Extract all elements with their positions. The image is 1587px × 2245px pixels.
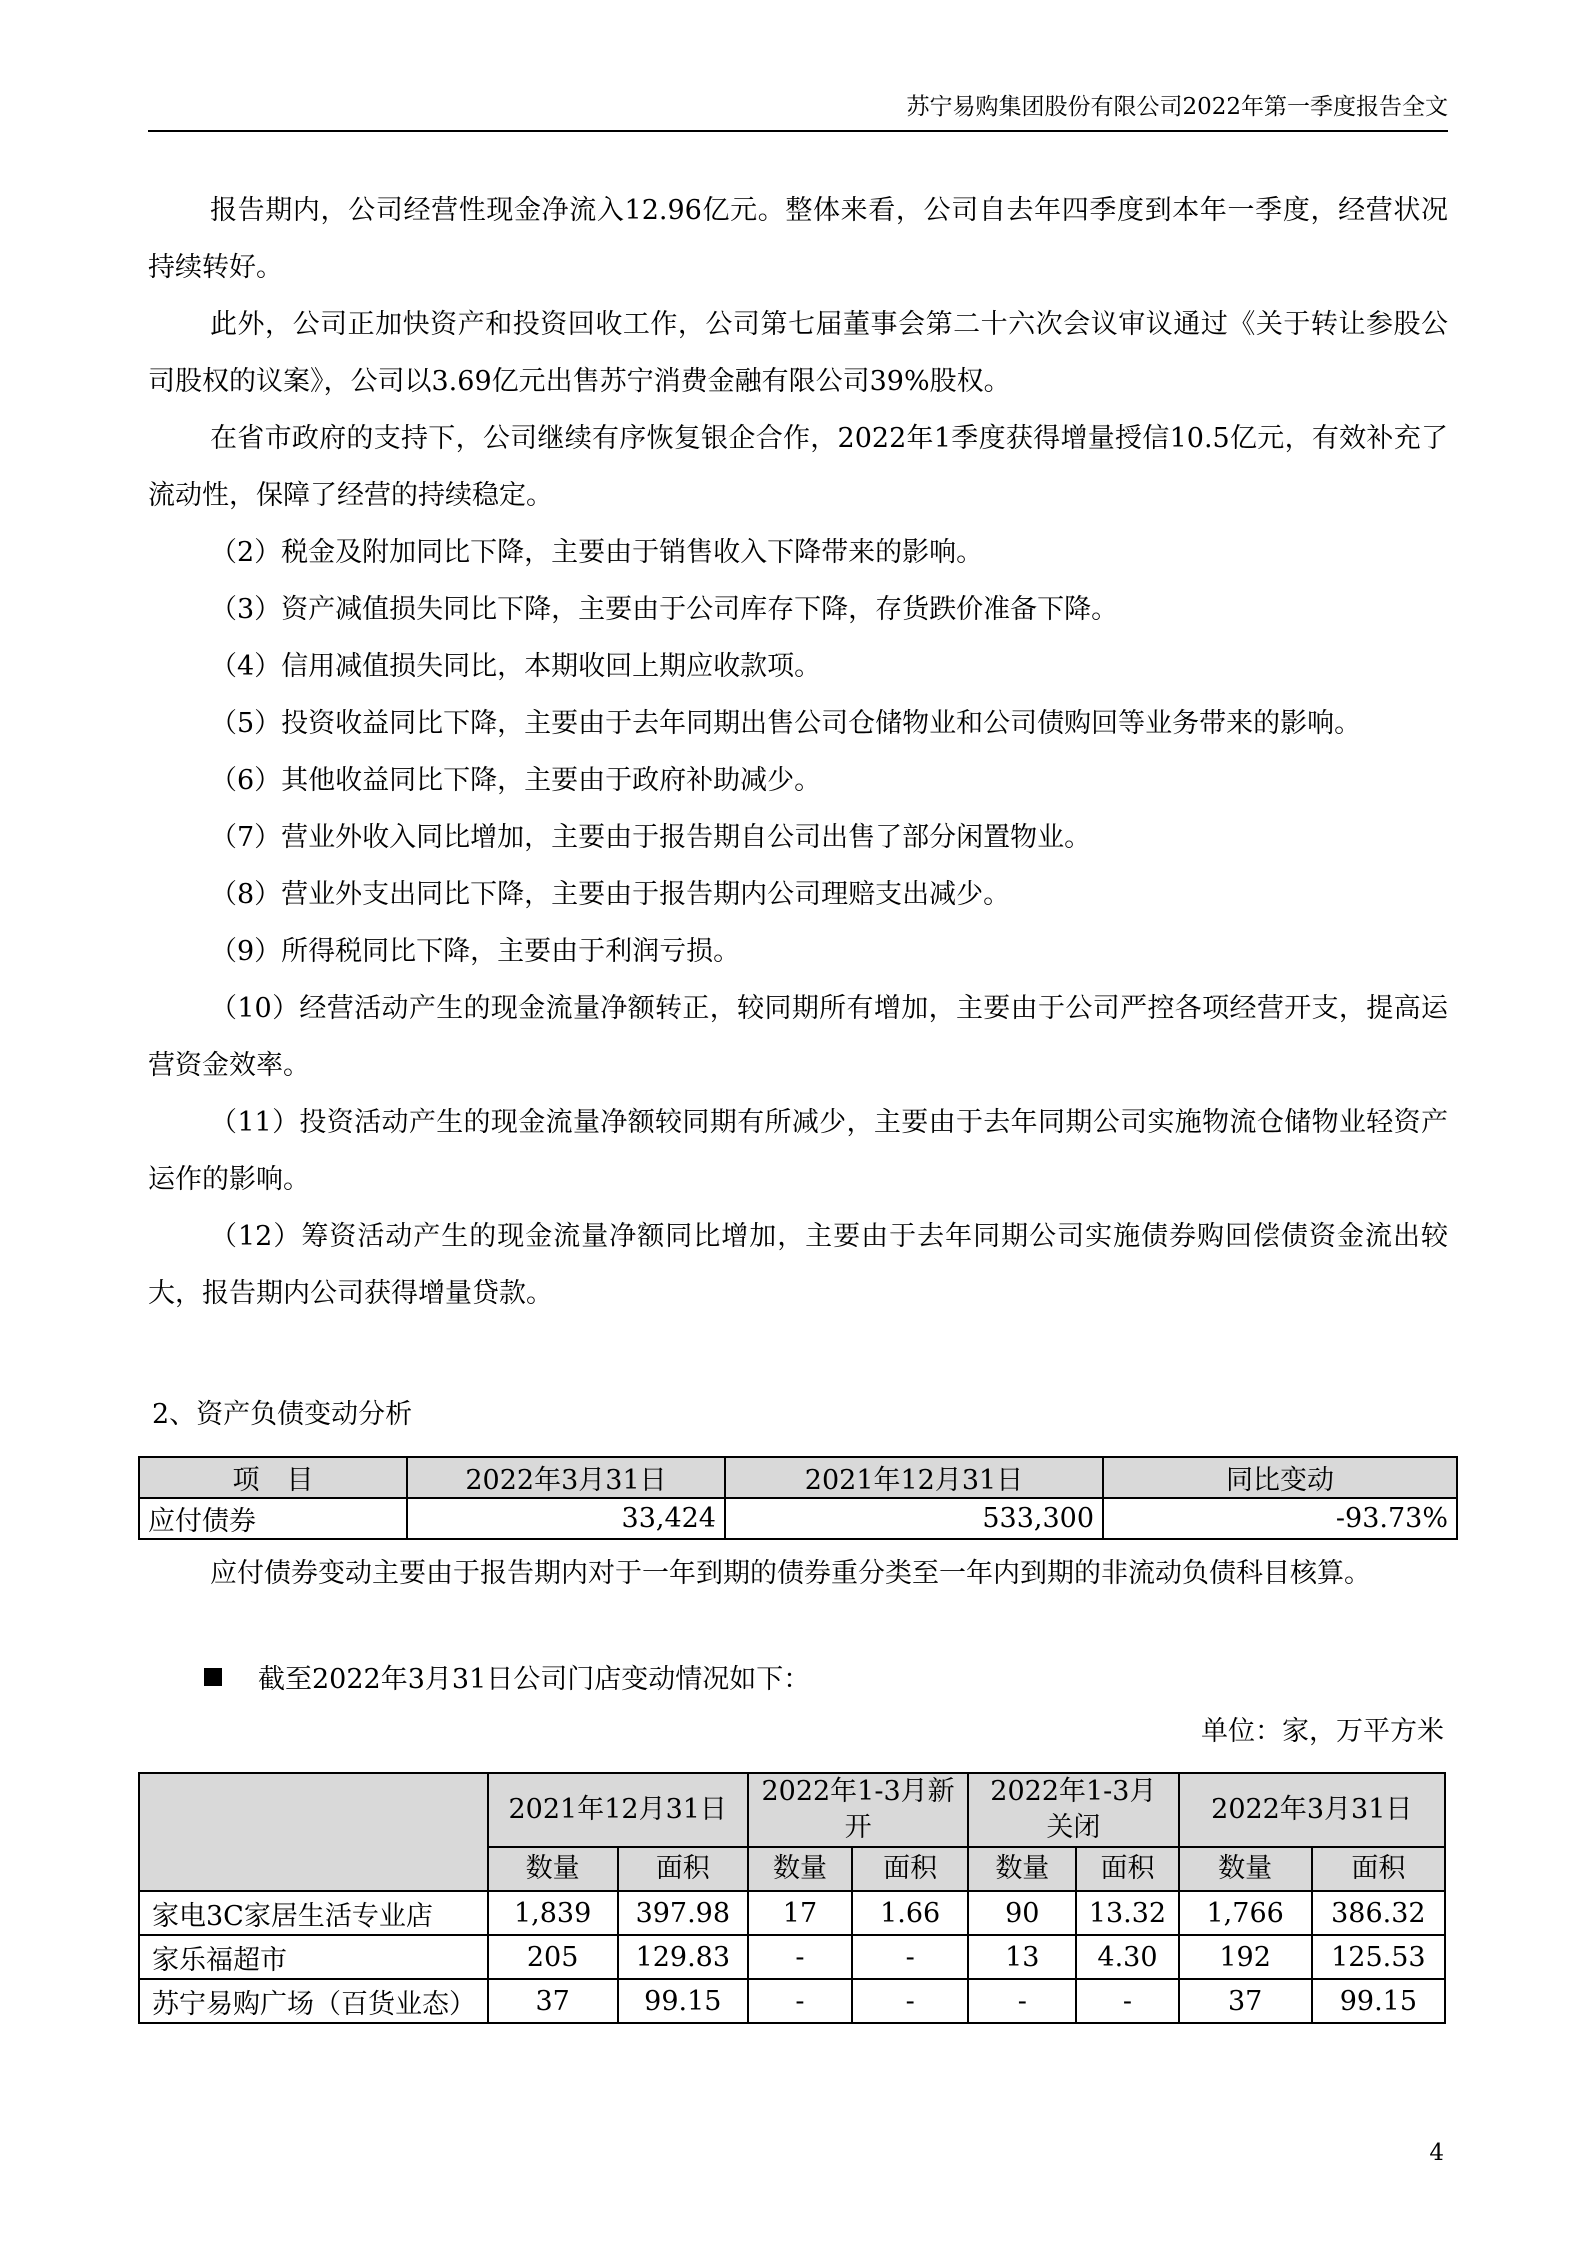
table-cell: 129.83 xyxy=(618,1935,748,1979)
table-cell: 17 xyxy=(748,1891,852,1935)
table-row-label: 家电3C家居生活专业店 xyxy=(139,1891,488,1935)
table-header-cell: 2022年3月31日 xyxy=(1179,1773,1445,1847)
table-row-label: 家乐福超市 xyxy=(139,1935,488,1979)
table-header-row xyxy=(139,1457,1457,1498)
table-header-cell xyxy=(139,1773,488,1891)
table-header-cell: 同比变动 xyxy=(1103,1457,1457,1498)
table-cell: 90 xyxy=(968,1891,1076,1935)
table-cell: 13.32 xyxy=(1076,1891,1178,1935)
table-header-cell: 2021年12月31日 xyxy=(488,1773,748,1847)
table-cell: 125.53 xyxy=(1312,1935,1445,1979)
paragraph: （8）营业外支出同比下降，主要由于报告期内公司理赔支出减少。 xyxy=(210,879,1011,910)
paragraph: 此外，公司正加快资产和投资回收工作，公司第七届董事会第二十六次会议审议通过《关于转让参股公司股权的议案》，公司以3.69亿元出售苏宁消费金融有限公司39%股权。 xyxy=(148,309,1448,397)
table-cell: 应付债券 xyxy=(139,1498,407,1539)
table-cell: - xyxy=(852,1935,968,1979)
table-cell: 1.66 xyxy=(852,1891,968,1935)
table-cell: 397.98 xyxy=(618,1891,748,1935)
table-cell: 4.30 xyxy=(1076,1935,1178,1979)
table-cell: - xyxy=(852,1979,968,2023)
table-header-cell: 数量 xyxy=(1179,1847,1312,1891)
table-header-cell: 面积 xyxy=(618,1847,748,1891)
table-cell: 205 xyxy=(488,1935,618,1979)
table-cell: 1,766 xyxy=(1179,1891,1312,1935)
paragraph: （11）投资活动产生的现金流量净额较同期有所减少，主要由于去年同期公司实施物流仓储物业轻资产运作的影响。 xyxy=(148,1107,1448,1195)
unit-label: 单位：家，万平方米 xyxy=(1201,1716,1444,1747)
table-header-cell: 面积 xyxy=(1076,1847,1178,1891)
store-intro xyxy=(204,1660,810,1700)
table-header-cell: 2021年12月31日 xyxy=(725,1457,1103,1498)
page-header: 苏宁易购集团股份有限公司2022年第一季度报告全文 xyxy=(906,94,1448,120)
table-header-cell: 数量 xyxy=(488,1847,618,1891)
paragraph: （2）税金及附加同比下降，主要由于销售收入下降带来的影响。 xyxy=(210,537,984,568)
table-cell: 37 xyxy=(488,1979,618,2023)
table-cell: 533,300 xyxy=(725,1498,1103,1539)
paragraph: （10）经营活动产生的现金流量净额转正，较同期所有增加，主要由于公司严控各项经营开支，提高运营资金效率。 xyxy=(148,993,1448,1081)
table-cell: 13 xyxy=(968,1935,1076,1979)
table-header-cell: 2022年1-3月新开 xyxy=(748,1773,968,1847)
table-cell: 99.15 xyxy=(1312,1979,1445,2023)
paragraph: （12）筹资活动产生的现金流量净额同比增加，主要由于去年同期公司实施债券购回偿债资金流出较大，报告期内公司获得增量贷款。 xyxy=(148,1221,1448,1309)
store-change-table xyxy=(138,1772,1446,2024)
table-note xyxy=(148,1545,1448,1602)
table-header-row xyxy=(139,1773,1445,1847)
table-header-cell: 数量 xyxy=(748,1847,852,1891)
table-header-cell: 面积 xyxy=(852,1847,968,1891)
table-cell: 1,839 xyxy=(488,1891,618,1935)
table-cell: -93.73% xyxy=(1103,1498,1457,1539)
table-header-cell: 数量 xyxy=(968,1847,1076,1891)
table-row xyxy=(139,1891,1445,1935)
table-row xyxy=(139,1979,1445,2023)
paragraph: 在省市政府的支持下，公司继续有序恢复银企合作，2022年1季度获得增量授信10.5亿元，有效补充了流动性，保障了经营的持续稳定。 xyxy=(148,423,1448,511)
section-title: 2、资产负债变动分析 xyxy=(152,1399,413,1430)
square-bullet-icon xyxy=(204,1668,222,1686)
table-cell: 192 xyxy=(1179,1935,1312,1979)
table-cell: - xyxy=(968,1979,1076,2023)
paragraph: （7）营业外收入同比增加，主要由于报告期自公司出售了部分闲置物业。 xyxy=(210,822,1092,853)
paragraph: （9）所得税同比下降，主要由于利润亏损。 xyxy=(210,936,741,967)
paragraph: （4）信用减值损失同比，本期收回上期应收款项。 xyxy=(210,651,822,682)
table-row xyxy=(139,1498,1457,1539)
body-text xyxy=(148,182,1448,1322)
table-header-cell: 2022年1-3月关闭 xyxy=(968,1773,1178,1847)
table-header-cell: 2022年3月31日 xyxy=(407,1457,725,1498)
table-cell: 99.15 xyxy=(618,1979,748,2023)
paragraph: 应付债券变动主要由于报告期内对于一年到期的债券重分类至一年内到期的非流动负债科目核算。 xyxy=(210,1558,1371,1589)
table-cell: 33,424 xyxy=(407,1498,725,1539)
table-cell: 37 xyxy=(1179,1979,1312,2023)
paragraph: （6）其他收益同比下降，主要由于政府补助减少。 xyxy=(210,765,822,796)
table-header-cell: 项 目 xyxy=(139,1457,407,1498)
table-cell: - xyxy=(1076,1979,1178,2023)
header-divider xyxy=(148,130,1448,132)
table-row-label: 苏宁易购广场（百货业态） xyxy=(139,1979,488,2023)
paragraph: 报告期内，公司经营性现金净流入12.96亿元。整体来看，公司自去年四季度到本年一季度，经营状况持续转好。 xyxy=(148,195,1448,283)
store-intro-text: 截至2022年3月31日公司门店变动情况如下： xyxy=(258,1664,811,1695)
paragraph: （5）投资收益同比下降，主要由于去年同期出售公司仓储物业和公司债购回等业务带来的影响。 xyxy=(210,708,1362,739)
table-header-cell: 面积 xyxy=(1312,1847,1445,1891)
table-row xyxy=(139,1935,1445,1979)
bond-change-table xyxy=(138,1456,1458,1540)
table-cell: - xyxy=(748,1935,852,1979)
table-cell: - xyxy=(748,1979,852,2023)
paragraph: （3）资产减值损失同比下降，主要由于公司库存下降，存货跌价准备下降。 xyxy=(210,594,1119,625)
page-number: 4 xyxy=(1429,2140,1444,2166)
table-cell: 386.32 xyxy=(1312,1891,1445,1935)
